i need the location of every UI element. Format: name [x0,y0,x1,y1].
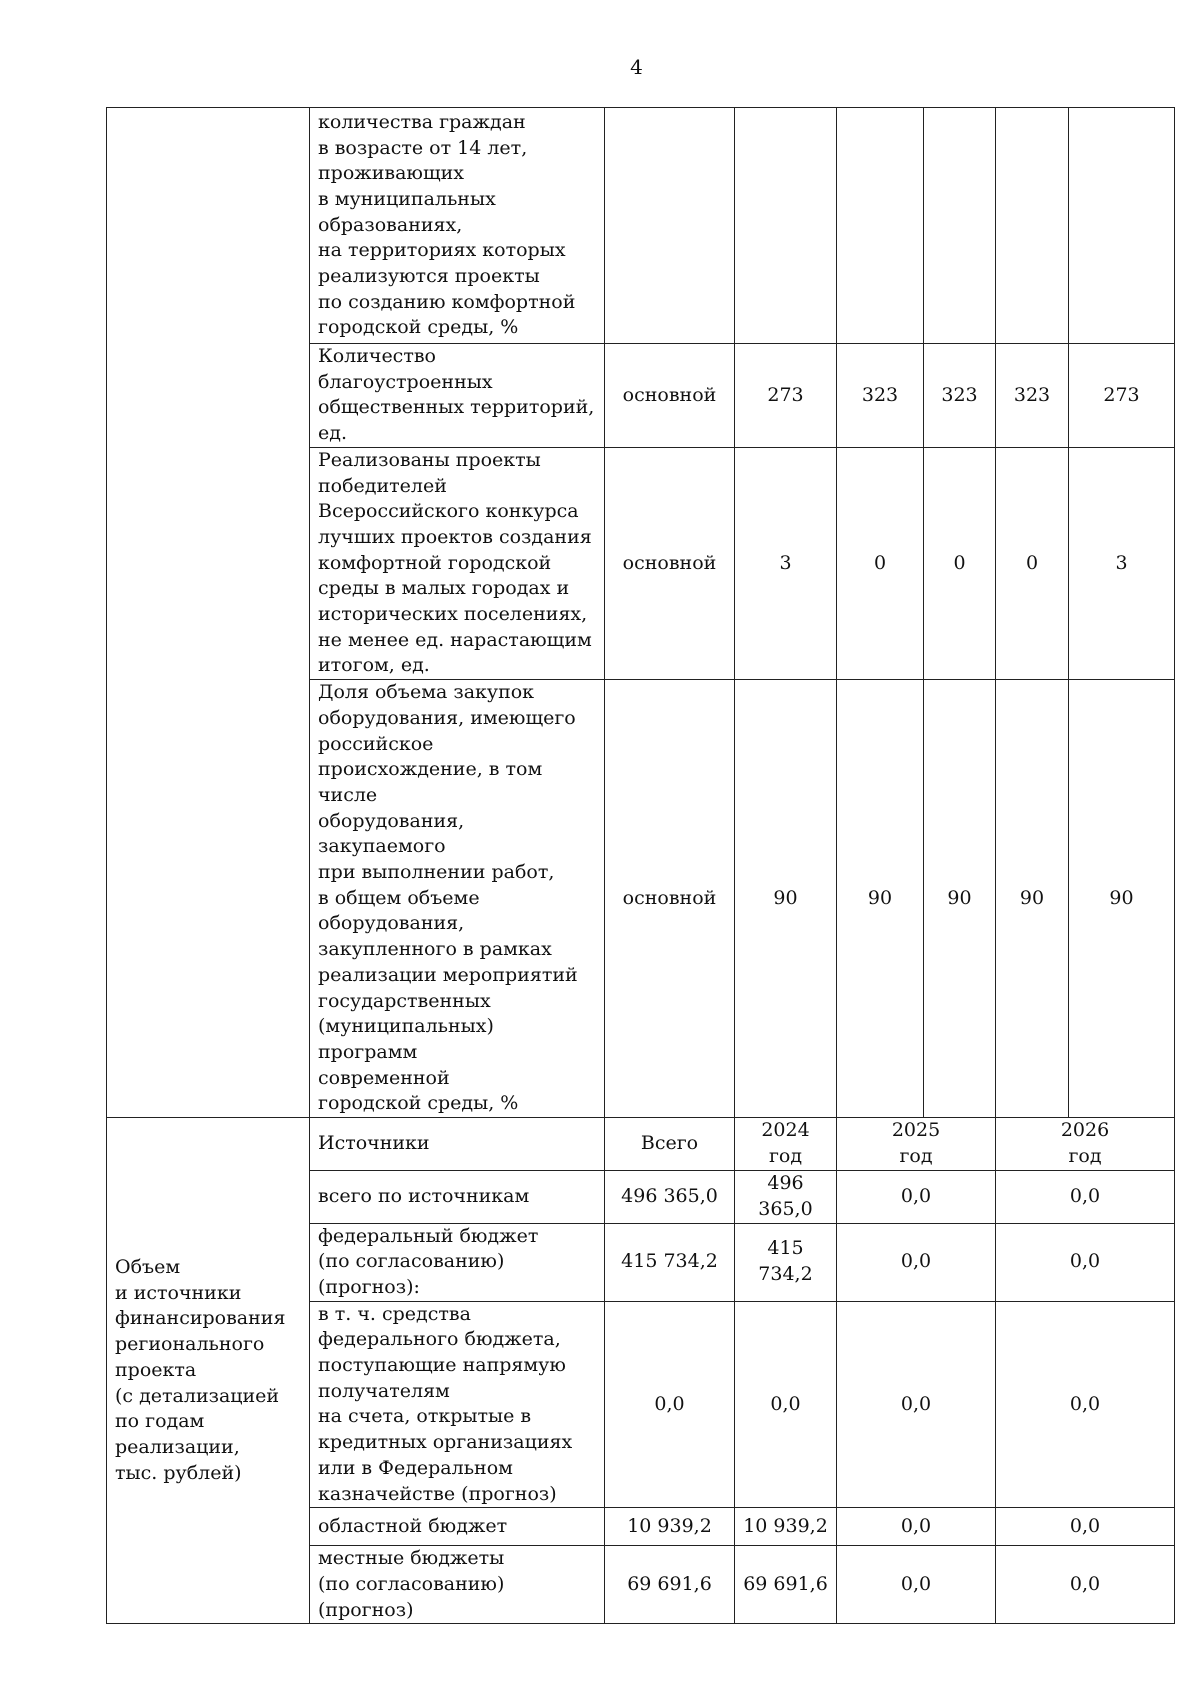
indicator-type: основной [605,447,735,679]
financing-2026: 0,0 [996,1508,1175,1546]
header-year-2026: 2026 год [996,1118,1175,1170]
indicator-value: 273 [1069,344,1175,448]
indicator-value: 90 [1069,680,1175,1118]
financing-2025: 0,0 [837,1546,996,1624]
financing-header-row [107,1118,1175,1170]
indicator-value: 90 [837,680,924,1118]
financing-section-label: Объем и источники финансирования регионального проекта (с детализацией по годам реализации, тыс. рублей) [107,1118,310,1624]
header-total: Всего [605,1118,735,1170]
financing-2026: 0,0 [996,1170,1175,1223]
indicator-type: основной [605,680,735,1118]
indicator-value [996,108,1069,344]
financing-2024: 10 939,2 [735,1508,837,1546]
financing-total: 69 691,6 [605,1546,735,1624]
indicator-value [735,108,837,344]
indicator-name: Количество благоустроенных общественных территорий, ед. [310,344,605,448]
indicator-value: 3 [1069,447,1175,679]
header-year-2024: 2024 год [735,1118,837,1170]
header-year-2025: 2025 год [837,1118,996,1170]
financing-2024: 69 691,6 [735,1546,837,1624]
indicator-value [1069,108,1175,344]
financing-2026: 0,0 [996,1546,1175,1624]
passport-table [106,107,1175,1624]
indicator-type [605,108,735,344]
header-sources: Источники [310,1118,605,1170]
financing-total: 496 365,0 [605,1170,735,1223]
financing-2024: 415 734,2 [735,1223,837,1301]
indicator-value: 90 [996,680,1069,1118]
indicator-value: 3 [735,447,837,679]
financing-2025: 0,0 [837,1170,996,1223]
indicator-value: 0 [924,447,996,679]
indicator-value: 323 [996,344,1069,448]
financing-source: местные бюджеты (по согласованию) (прогноз) [310,1546,605,1624]
financing-2025: 0,0 [837,1301,996,1508]
indicator-name: Реализованы проекты победителей Всероссийского конкурса лучших проектов создания комфортной городской среды в малых городах и исторических поселениях, не менее ед. нарастающим итогом, ед. [310,447,605,679]
financing-total: 0,0 [605,1301,735,1508]
financing-2024: 0,0 [735,1301,837,1508]
indicator-value: 323 [837,344,924,448]
page-number: 4 [630,55,643,79]
financing-source: всего по источникам [310,1170,605,1223]
financing-source: областной бюджет [310,1508,605,1546]
financing-2025: 0,0 [837,1508,996,1546]
indicator-name: количества граждан в возрасте от 14 лет, проживающих в муниципальных образованиях, на территориях которых реализуются проекты по созданию комфортной городской среды, % [310,108,605,344]
indicator-value: 90 [735,680,837,1118]
indicator-value [924,108,996,344]
indicator-value [837,108,924,344]
empty-section-cell [107,108,310,1118]
indicator-value: 0 [837,447,924,679]
financing-total: 415 734,2 [605,1223,735,1301]
financing-2026: 0,0 [996,1223,1175,1301]
financing-source: федеральный бюджет (по согласованию) (прогноз): [310,1223,605,1301]
financing-2024: 496 365,0 [735,1170,837,1223]
indicator-name: Доля объема закупок оборудования, имеющего российское происхождение, в том числе оборудования, закупаемого при выполнении работ, в общем объеме оборудования, закупленного в рамках реализации мероприятий государственных (муниципальных) программ современной городской среды, % [310,680,605,1118]
indicator-value: 90 [924,680,996,1118]
financing-2025: 0,0 [837,1223,996,1301]
financing-source: в т. ч. средства федерального бюджета, поступающие напрямую получателям на счета, открытые в кредитных организациях или в Федеральном казначействе (прогноз) [310,1301,605,1508]
financing-2026: 0,0 [996,1301,1175,1508]
indicator-row [107,108,1175,344]
financing-total: 10 939,2 [605,1508,735,1546]
indicator-value: 0 [996,447,1069,679]
indicator-value: 273 [735,344,837,448]
indicator-value: 323 [924,344,996,448]
indicator-type: основной [605,344,735,448]
